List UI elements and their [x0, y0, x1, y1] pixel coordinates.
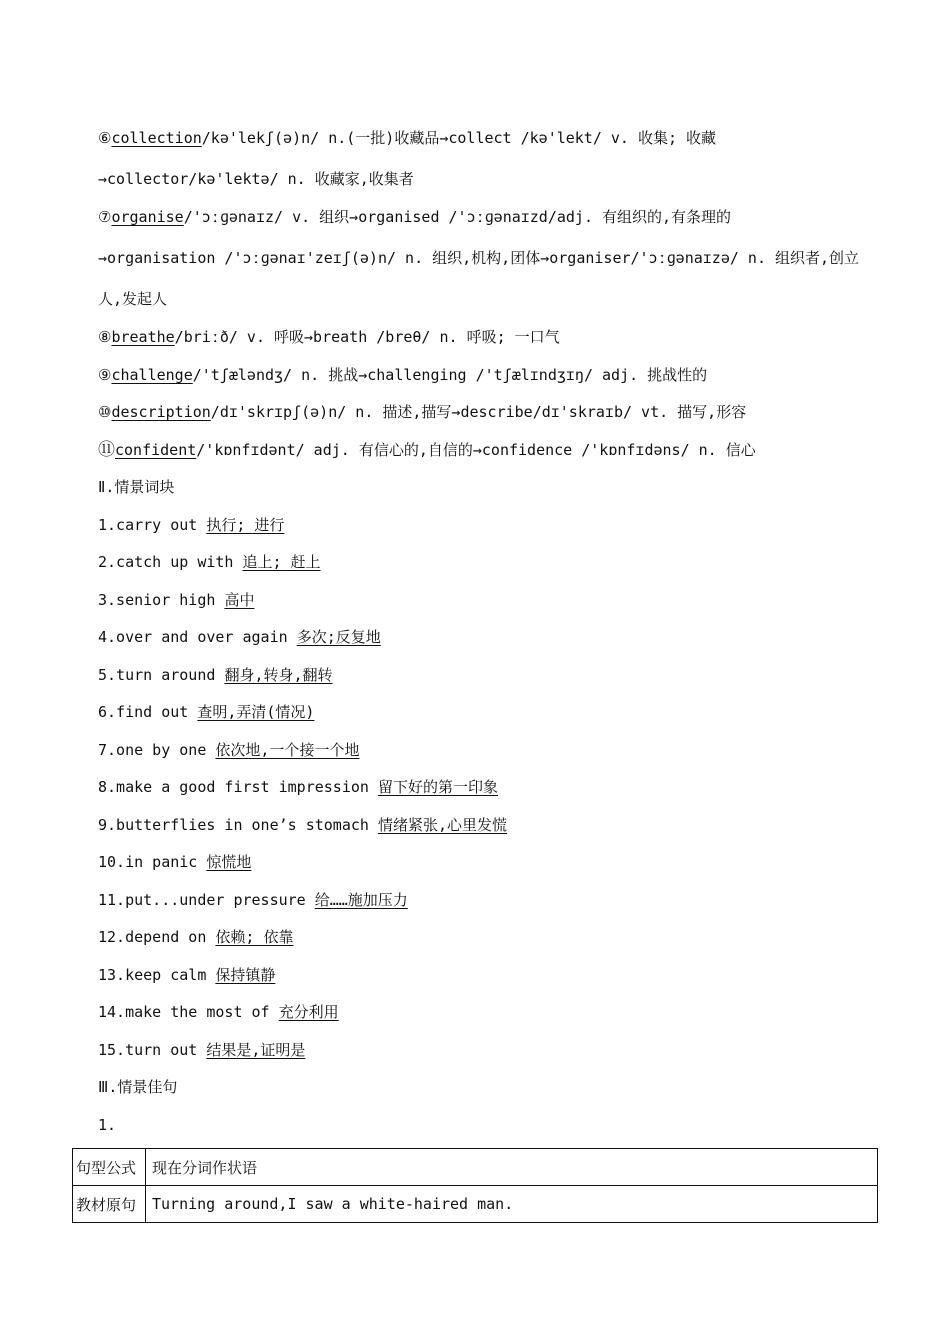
phrase-answer: 追上; 赶上 — [242, 553, 321, 571]
vocab-word: description — [111, 403, 211, 421]
phrase-answer: 执行; 进行 — [206, 516, 285, 534]
vocab-continuation: →organisation /'ɔːɡənaɪ'zeɪʃ(ə)n/ n. 组织,机构,团体→organiser/'ɔːɡənaɪzə/ n. 组织者,创立 — [98, 249, 860, 267]
vocab-line-11 — [98, 440, 756, 460]
phrase-item — [98, 740, 361, 760]
phrase-text: 12.depend on — [98, 928, 216, 946]
phrase-item — [98, 1002, 341, 1022]
phrase-item — [98, 965, 277, 985]
phrase-answer: 翻身,转身,翻转 — [224, 666, 333, 684]
table-cell: Turning around,I saw a white-haired man. — [146, 1186, 878, 1223]
item-label: 1. — [98, 1116, 117, 1134]
phrase-answer: 保持镇静 — [215, 966, 276, 984]
item-number: ⑨ — [98, 366, 112, 384]
phrase-text: 1.carry out — [98, 516, 207, 534]
phrase-item — [98, 590, 256, 610]
vocab-word: confident — [115, 441, 197, 459]
phrase-answer: 多次;反复地 — [296, 628, 381, 646]
section-heading: Ⅲ.情景佳句 — [98, 1078, 178, 1096]
phrase-item — [98, 815, 509, 835]
vocab-line-9 — [98, 365, 707, 385]
phrase-item — [98, 665, 335, 685]
vocab-definition: /'kɒnfɪdənt/ adj. 有信心的,自信的→confidence /'kɒnfɪdəns/ n. 信心 — [196, 441, 756, 459]
phrase-text: 15.turn out — [98, 1041, 207, 1059]
vocab-line-7 — [98, 207, 731, 227]
table-row — [73, 1149, 878, 1186]
vocab-word: challenge — [111, 366, 193, 384]
phrase-text: 8.make a good first impression — [98, 778, 378, 796]
item-number: ⑦ — [98, 208, 112, 226]
table-header-cell: 教材原句 — [73, 1186, 146, 1223]
section-heading: Ⅱ.情景词块 — [98, 478, 175, 496]
vocab-definition: /dɪ'skrɪpʃ(ə)n/ n. 描述,描写→describe/dɪ'skraɪb/ vt. 描写,形容 — [210, 403, 747, 421]
vocab-definition: /'ɔːɡənaɪz/ v. 组织→organised /'ɔːɡənaɪzd/adj. 有组织的,有条理的 — [183, 208, 732, 226]
phrase-answer: 结果是,证明是 — [206, 1041, 306, 1059]
vocab-line-6 — [98, 128, 716, 148]
phrase-text: 5.turn around — [98, 666, 225, 684]
vocab-word: organise — [111, 208, 184, 226]
phrase-item — [98, 852, 253, 872]
phrase-text: 2.catch up with — [98, 553, 243, 571]
vocab-definition: /kə'lekʃ(ə)n/ n.(一批)收藏品→collect /kə'lekt/ v. 收集; 收藏 — [201, 129, 717, 147]
item-number: ⑧ — [98, 328, 112, 346]
phrase-text: 3.senior high — [98, 591, 225, 609]
phrase-item — [98, 927, 295, 947]
phrase-item — [98, 1040, 307, 1060]
phrase-answer: 充分利用 — [278, 1003, 339, 1021]
vocab-continuation: 人,发起人 — [98, 290, 168, 308]
vocab-continuation: →collector/kə'lektə/ n. 收藏家,收集者 — [98, 170, 414, 188]
phrase-item — [98, 552, 323, 572]
item-number: ⑥ — [98, 129, 112, 147]
table-header-cell: 句型公式 — [73, 1149, 146, 1186]
phrase-answer: 留下好的第一印象 — [377, 778, 498, 796]
vocab-definition: /briːð/ v. 呼吸→breath /breθ/ n. 呼吸; 一口气 — [174, 328, 560, 346]
phrase-text: 10.in panic — [98, 853, 207, 871]
item-number: ⑪ — [98, 440, 115, 460]
vocab-word: collection — [111, 129, 202, 147]
phrase-answer: 依次地,一个接一个地 — [215, 741, 360, 759]
phrase-item — [98, 890, 410, 910]
phrase-answer: 给……施加压力 — [314, 891, 408, 909]
vocab-word: breathe — [111, 328, 175, 346]
phrase-answer: 依赖; 依靠 — [215, 928, 294, 946]
vocab-line-8 — [98, 327, 560, 347]
phrase-text: 6.find out — [98, 703, 198, 721]
table-cell: 现在分词作状语 — [146, 1149, 878, 1186]
phrase-text: 14.make the most of — [98, 1003, 279, 1021]
phrase-text: 9.butterflies in one’s stomach — [98, 816, 378, 834]
phrase-text: 11.put...under pressure — [98, 891, 315, 909]
phrase-item — [98, 515, 286, 535]
phrase-text: 4.over and over again — [98, 628, 297, 646]
phrase-answer: 情绪紧张,心里发慌 — [377, 816, 508, 834]
vocab-line-10 — [98, 402, 746, 422]
phrase-item — [98, 777, 500, 797]
item-number: ⑩ — [98, 403, 112, 421]
phrase-answer: 查明,弄清(情况) — [197, 703, 315, 721]
phrase-text: 7.one by one — [98, 741, 216, 759]
phrase-answer: 高中 — [224, 591, 255, 609]
phrase-answer: 惊慌地 — [206, 853, 252, 871]
phrase-item — [98, 702, 316, 722]
phrase-text: 13.keep calm — [98, 966, 216, 984]
sentence-table — [72, 1148, 878, 1223]
phrase-item — [98, 627, 383, 647]
table-row — [73, 1186, 878, 1223]
vocab-definition: /'tʃæləndʒ/ n. 挑战→challenging /'tʃælɪndʒɪŋ/ adj. 挑战性的 — [192, 366, 708, 384]
